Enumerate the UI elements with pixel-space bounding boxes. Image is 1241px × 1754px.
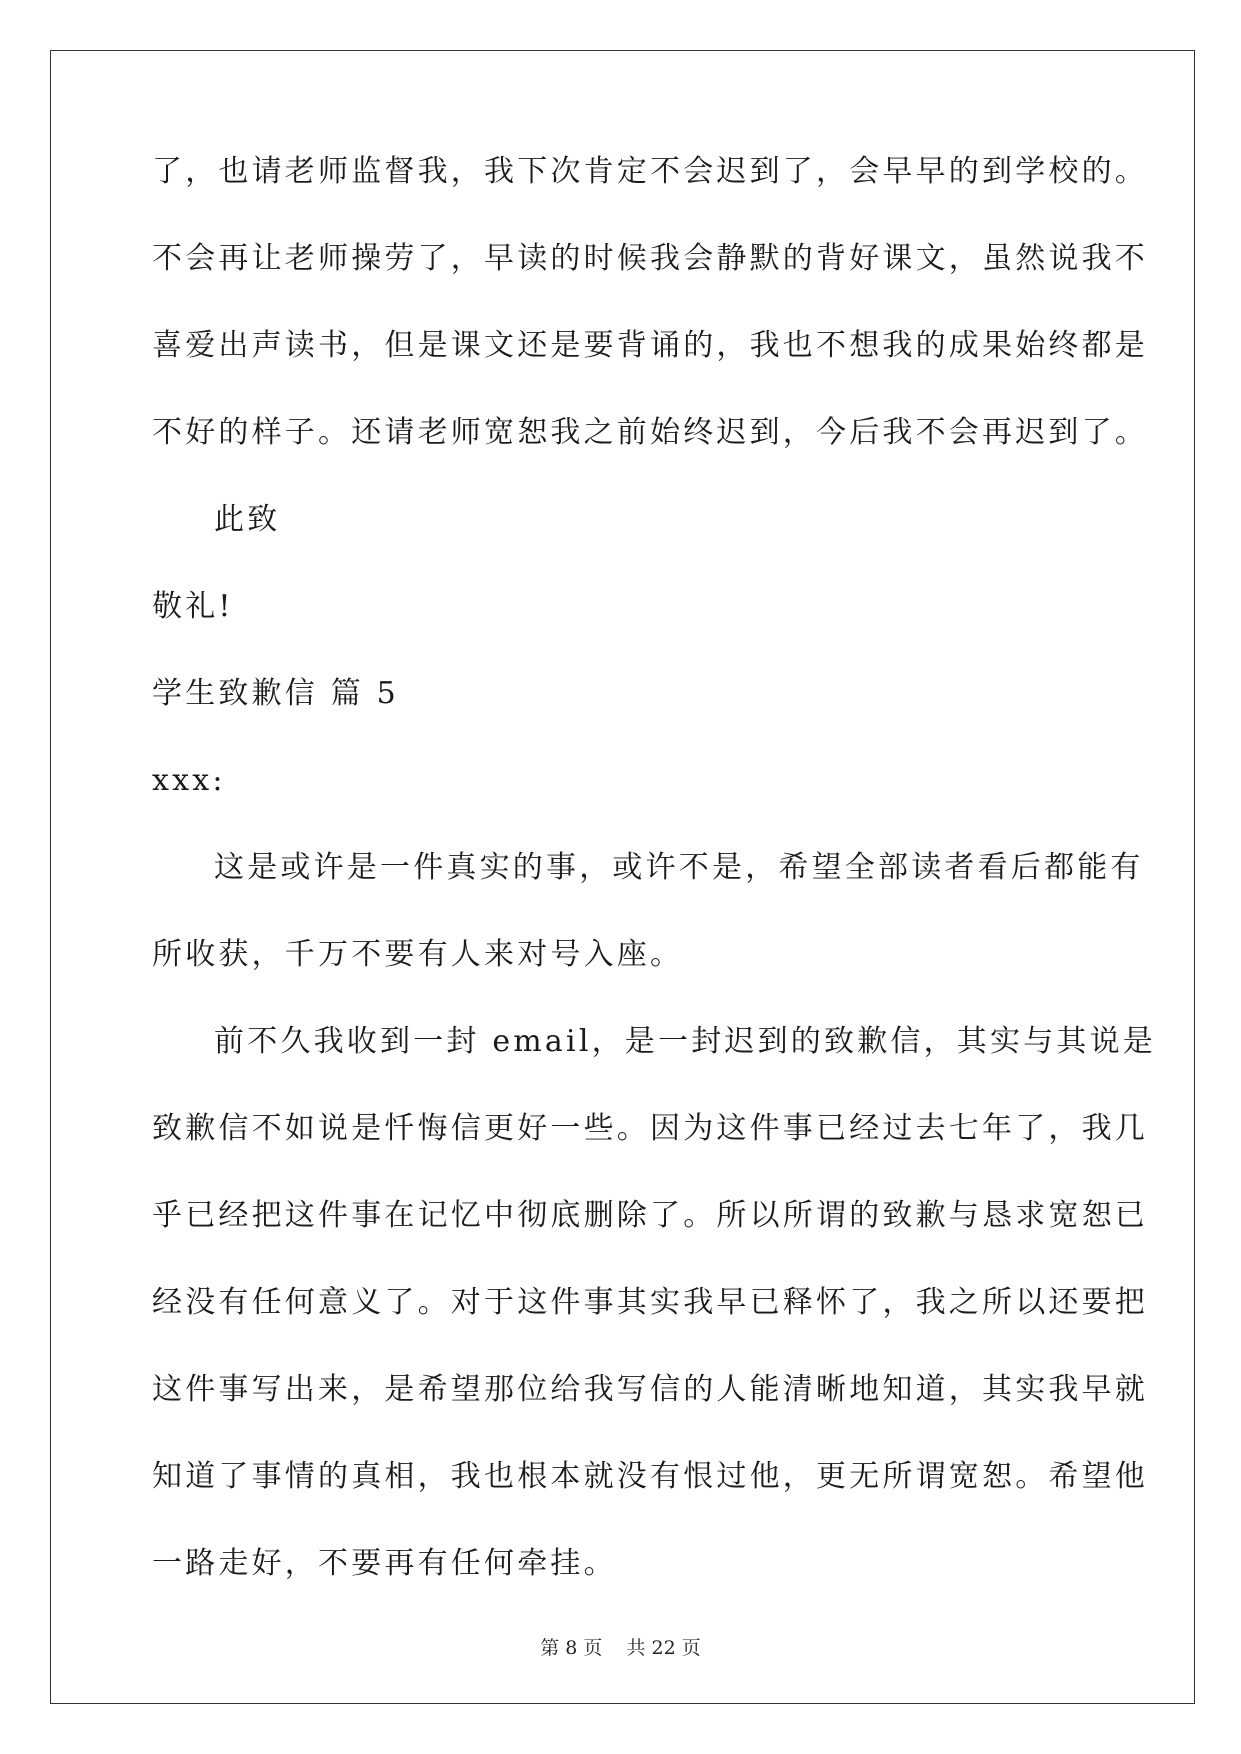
- body-line: 这件事写出来，是希望那位给我写信的人能清晰地知道，其实我早就: [152, 1372, 1148, 1407]
- body-line: 经没有任何意义了。对于这件事其实我早已释怀了，我之所以还要把: [152, 1285, 1148, 1320]
- body-line: 所收获，千万不要有人来对号入座。: [152, 937, 684, 972]
- closing-regards: 敬礼!: [152, 589, 234, 624]
- body-line: 了，也请老师监督我，我下次肯定不会迟到了，会早早的到学校的。: [152, 154, 1148, 189]
- body-line: 知道了事情的真相，我也根本就没有恨过他，更无所谓宽恕。希望他: [152, 1459, 1148, 1494]
- body-line: 不会再让老师操劳了，早读的时候我会静默的背好课文，虽然说我不: [152, 241, 1148, 276]
- page-number-current: 第 8 页: [540, 1637, 603, 1659]
- page-number-total: 共 22 页: [626, 1637, 701, 1659]
- page-footer: [0, 1636, 1241, 1660]
- letter-recipient: xxx:: [152, 763, 226, 798]
- body-line: 致歉信不如说是忏悔信更好一些。因为这件事已经过去七年了，我几: [152, 1111, 1148, 1146]
- body-line: 这是或许是一件真实的事，或许不是，希望全部读者看后都能有: [214, 850, 1144, 885]
- body-line: 乎已经把这件事在记忆中彻底删除了。所以所谓的致歉与恳求宽恕已: [152, 1198, 1148, 1233]
- section-heading: 学生致歉信 篇 5: [152, 676, 399, 711]
- closing-salutation: 此致: [214, 502, 281, 537]
- body-line: 喜爱出声读书，但是课文还是要背诵的，我也不想我的成果始终都是: [152, 328, 1148, 363]
- body-line: 前不久我收到一封 email，是一封迟到的致歉信，其实与其说是: [214, 1024, 1157, 1059]
- body-line: 不好的样子。还请老师宽恕我之前始终迟到，今后我不会再迟到了。: [152, 415, 1148, 450]
- body-line: 一路走好，不要再有任何牵挂。: [152, 1546, 617, 1581]
